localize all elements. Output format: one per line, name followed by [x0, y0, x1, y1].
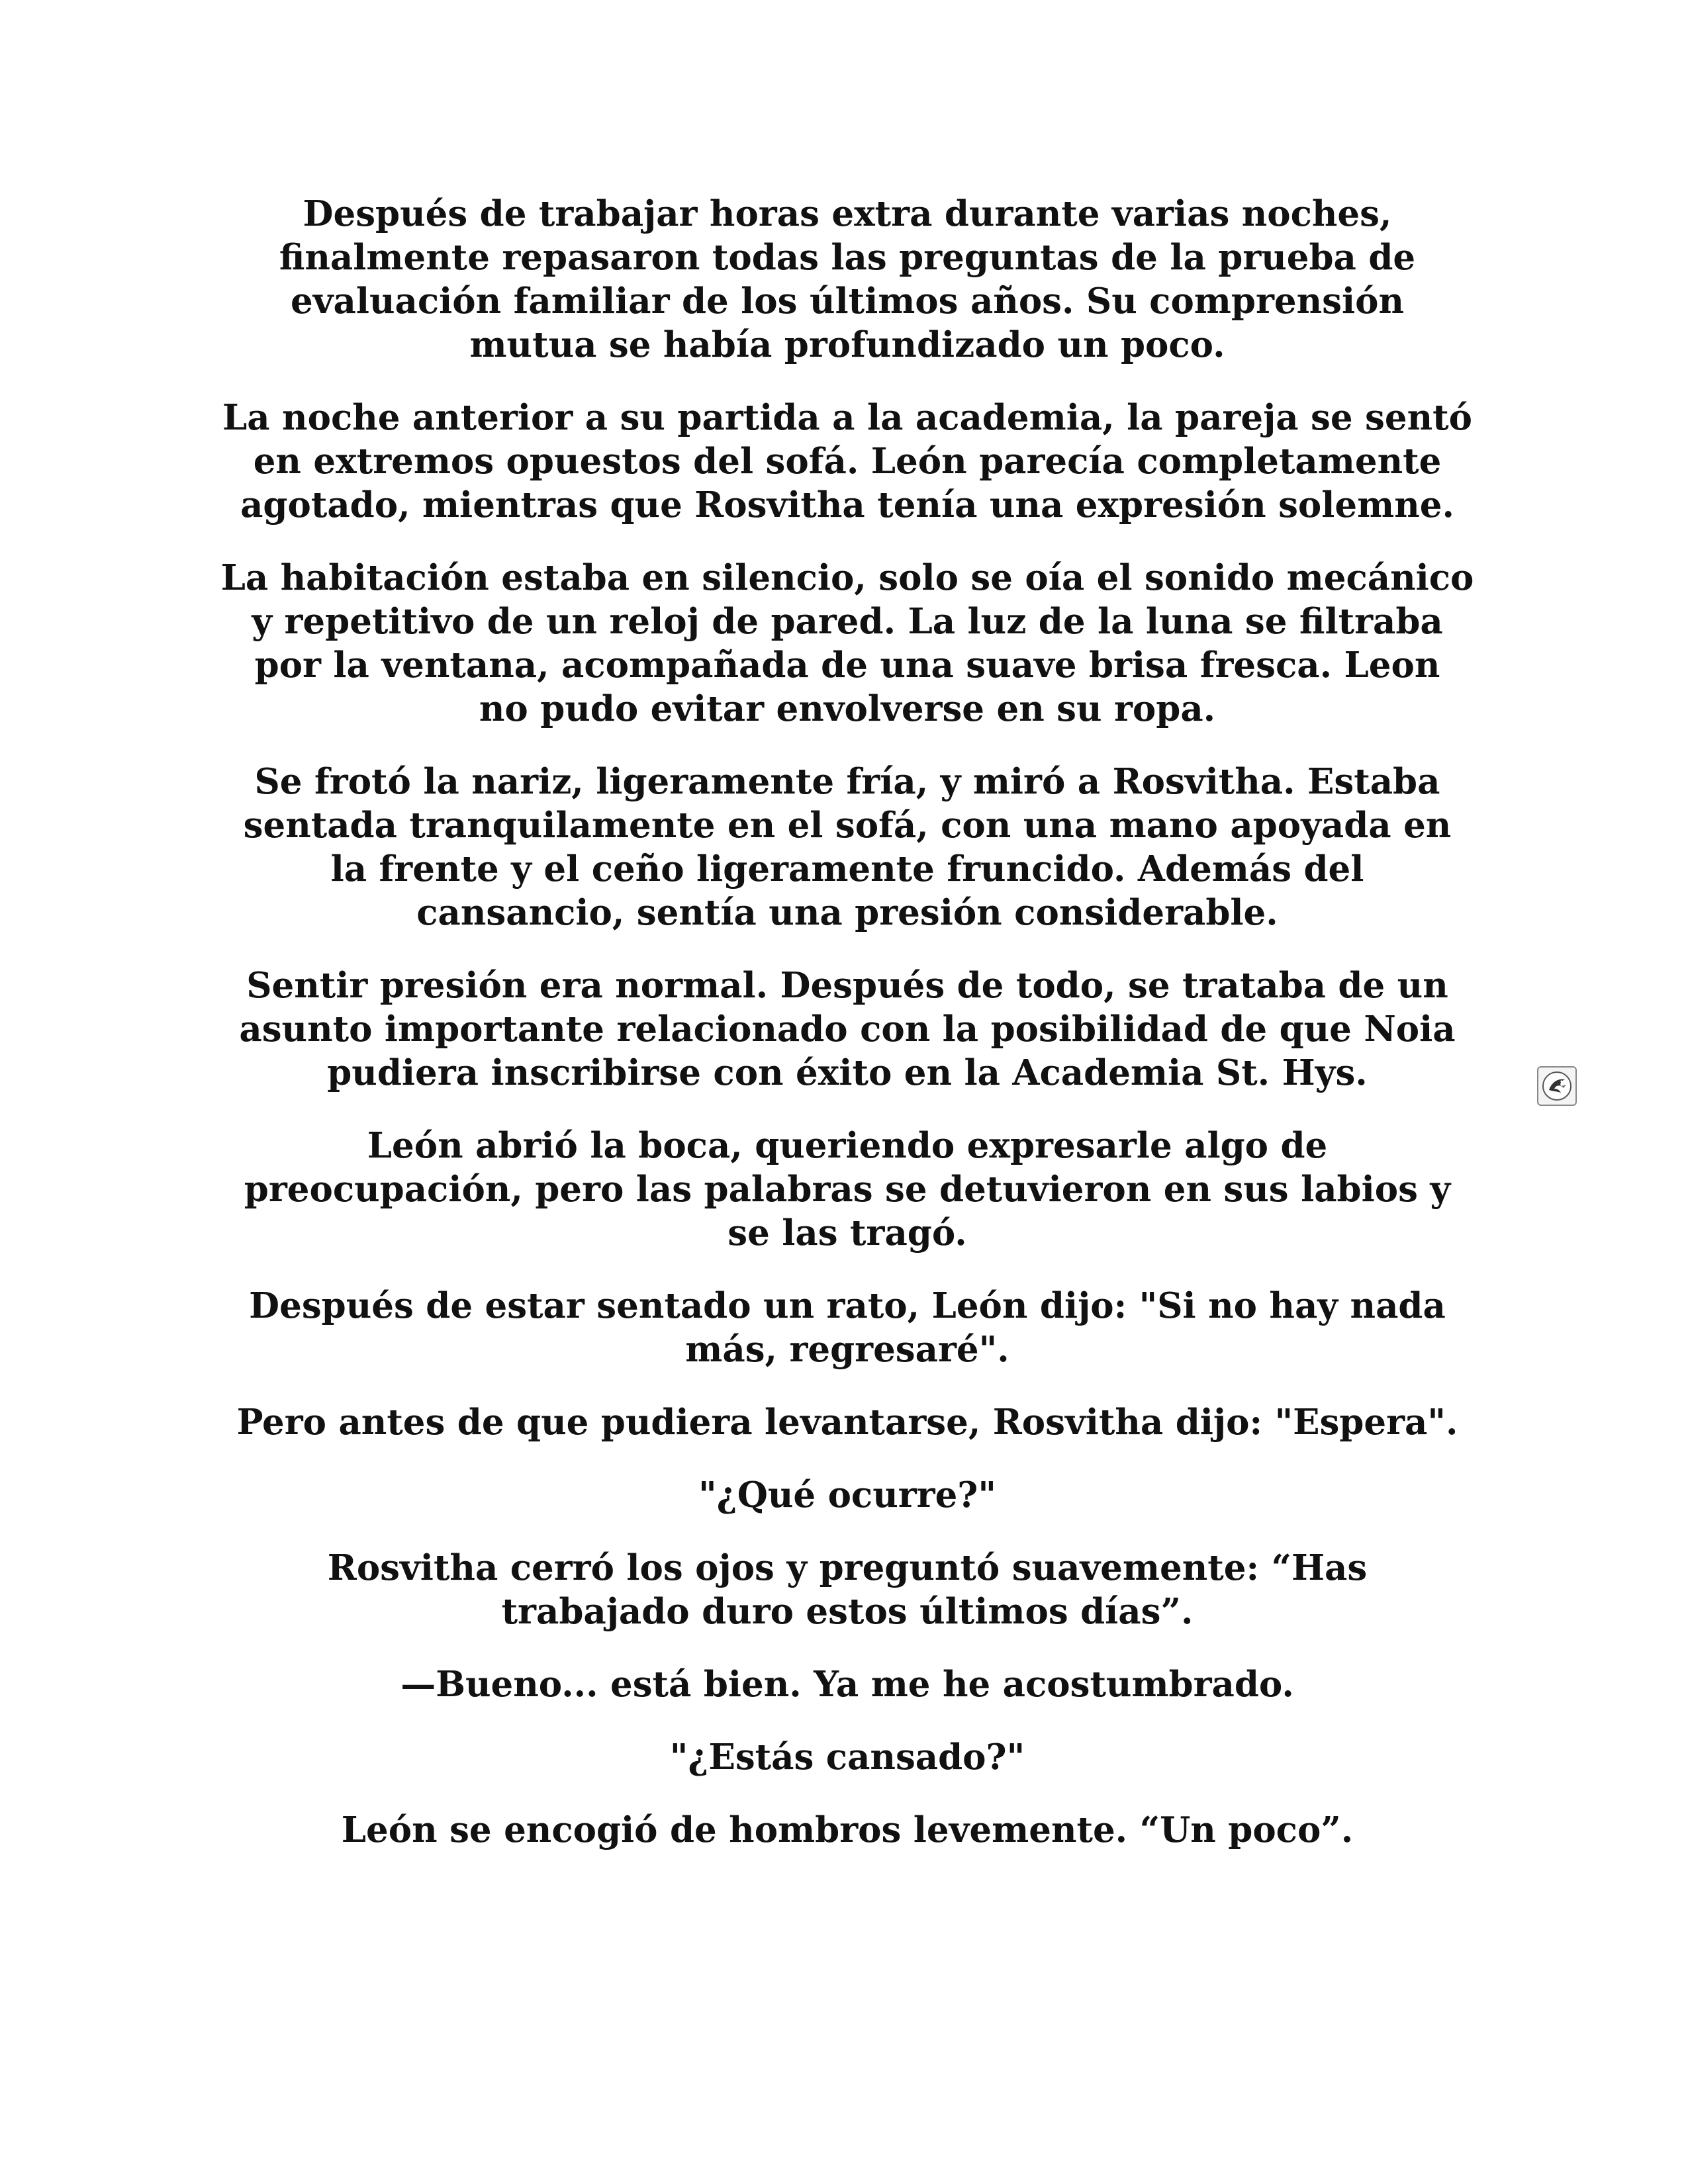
- dragon-emblem-icon: [1537, 1066, 1577, 1106]
- paragraph-6: León abrió la boca, queriendo expresarle algo de preocupación, pero las palabras se detuvieron en sus labios y se las tragó.: [244, 1125, 1451, 1253]
- paragraph-7: Después de estar sentado un rato, León dijo: "Si no hay nada más, regresaré".: [249, 1285, 1446, 1370]
- paragraph-5: Sentir presión era normal. Después de todo, se trataba de un asunto importante relacionado con la posibilidad de que Noia pudiera inscribirse con éxito en la Academia St. Hys.: [239, 965, 1456, 1093]
- story-text: [218, 192, 1476, 1881]
- paragraph-1: Después de trabajar horas extra durante varias noches, finalmente repasaron todas las preguntas de la prueba de evaluación familiar de los últimos años. Su comprensión mutua se había profundizado un poco.: [279, 193, 1416, 365]
- paragraph-10: Rosvitha cerró los ojos y preguntó suavemente: “Has trabajado duro estos últimos días”.: [327, 1547, 1368, 1632]
- paragraph-12: "¿Estás cansado?": [669, 1737, 1025, 1778]
- paragraph-13: León se encogió de hombros levemente. “Un poco”.: [341, 1809, 1354, 1850]
- paragraph-8: Pero antes de que pudiera levantarse, Rosvitha dijo: "Espera".: [236, 1402, 1458, 1443]
- paragraph-3: La habitación estaba en silencio, solo se oía el sonido mecánico y repetitivo de un reloj de pared. La luz de la luna se filtraba por la ventana, acompañada de una suave brisa fresca. Leon no pudo evitar envolverse en su ropa.: [220, 557, 1474, 729]
- paragraph-9: "¿Qué ocurre?": [698, 1475, 996, 1516]
- paragraph-11: —Bueno... está bien. Ya me he acostumbrado.: [400, 1664, 1294, 1705]
- paragraph-2: La noche anterior a su partida a la academia, la pareja se sentó en extremos opuestos del sofá. León parecía completamente agotado, mientras que Rosvitha tenía una expresión solemne.: [222, 397, 1472, 525]
- paragraph-4: Se frotó la nariz, ligeramente fría, y miró a Rosvitha. Estaba sentada tranquilamente en el sofá, con una mano apoyada en la frente y el ceño ligeramente fruncido. Además del cansancio, sentía una presión considerable.: [243, 761, 1452, 933]
- dragon-emblem-graphic: [1541, 1070, 1573, 1102]
